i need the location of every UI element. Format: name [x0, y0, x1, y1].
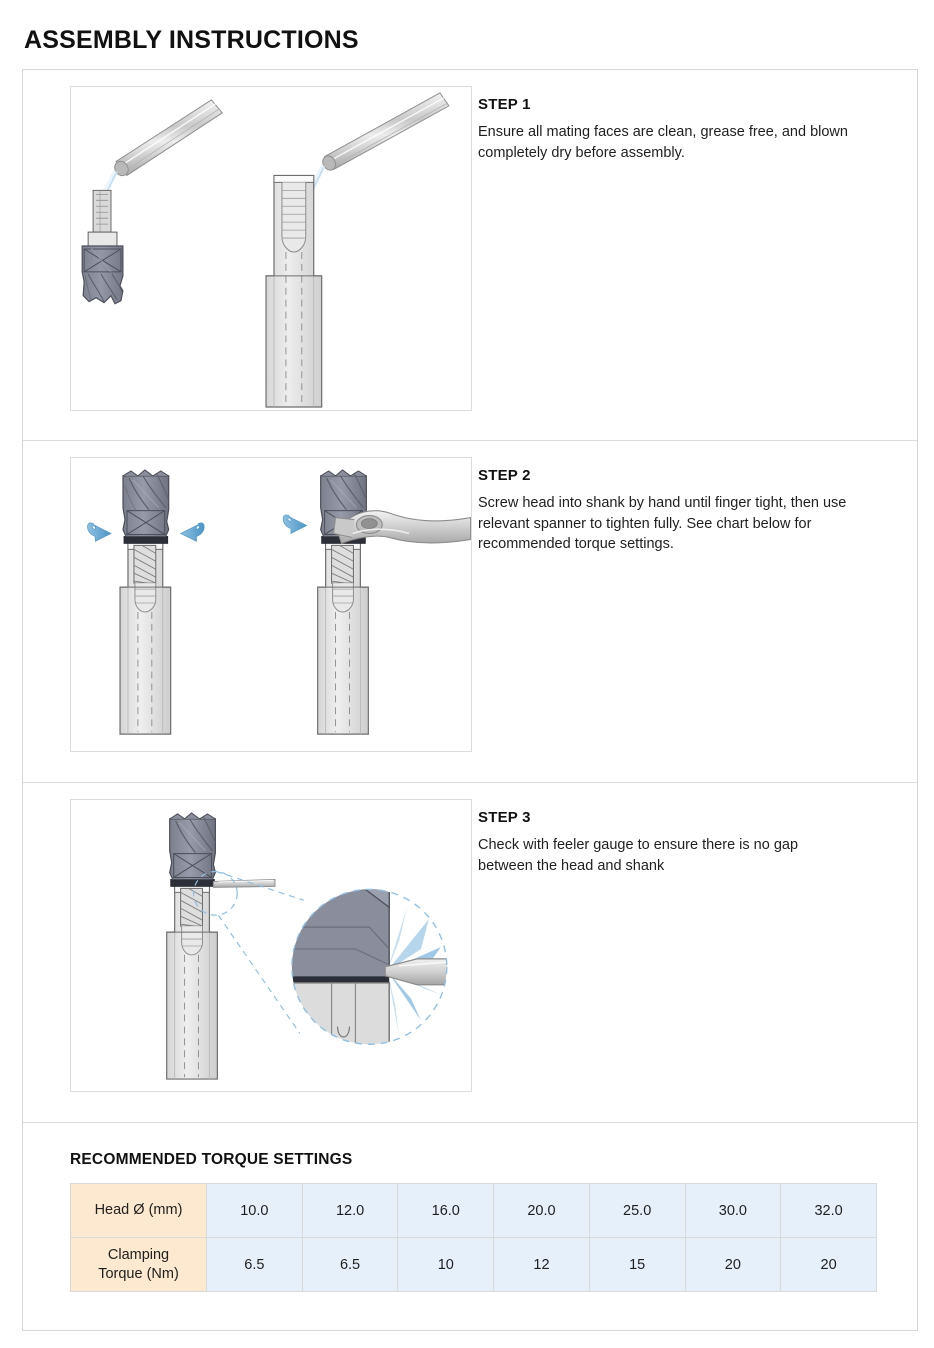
torque-settings-table: [70, 1183, 877, 1292]
assembled-tool: [318, 470, 369, 734]
text-cell: [478, 457, 917, 555]
magnified-detail-circle: [284, 889, 453, 1048]
table-cell: 20.0: [494, 1184, 590, 1238]
torque-section-title: RECOMMENDED TORQUE SETTINGS: [70, 1151, 353, 1168]
step-body: Screw head into shank by hand until finger tight, then use relevant spanner to tighten fully. See chart below for recommended torque settings.: [478, 495, 847, 553]
step-heading: STEP 2: [478, 467, 531, 484]
table-cell: 6.5: [302, 1238, 398, 1292]
cutter-head: [82, 190, 123, 303]
table-cell: 25.0: [589, 1184, 685, 1238]
air-blast-nozzle: [112, 100, 222, 178]
spanner-wrench: [334, 511, 471, 544]
table-cell: 30.0: [685, 1184, 781, 1238]
torque-settings-section: [23, 1123, 917, 1292]
row-header-head-diameter: Head Ø (mm): [71, 1184, 207, 1238]
step-row: [23, 70, 917, 441]
row-header-line-2: Torque (Nm): [98, 1265, 179, 1282]
table-cell: 32.0: [781, 1184, 877, 1238]
feeler-gauge-check-figure: [70, 799, 472, 1092]
tool-shank: [266, 175, 322, 407]
table-cell: 10: [398, 1238, 494, 1292]
step-heading: STEP 1: [478, 96, 531, 113]
step-row: [23, 441, 917, 783]
table-row: [71, 1184, 877, 1238]
table-cell: 20: [685, 1238, 781, 1292]
assembled-tool: [167, 813, 218, 1079]
table-cell: 15: [589, 1238, 685, 1292]
step-body: Ensure all mating faces are clean, grease free, and blown completely dry before assembly.: [478, 124, 848, 161]
table-cell: 12: [494, 1238, 590, 1292]
air-blast-nozzle: [320, 93, 449, 172]
page-title: ASSEMBLY INSTRUCTIONS: [24, 26, 359, 54]
rotation-arrow: [283, 515, 307, 534]
table-cell: 6.5: [207, 1238, 303, 1292]
text-cell: [478, 799, 917, 876]
step-body: Check with feeler gauge to ensure there is no gap between the head and shank: [478, 837, 799, 874]
figure-cell: [23, 86, 478, 411]
table-cell: 10.0: [207, 1184, 303, 1238]
table-row: [71, 1238, 877, 1292]
row-header-line-1: Clamping: [107, 1247, 170, 1264]
table-cell: 12.0: [302, 1184, 398, 1238]
figure-cell: [23, 799, 478, 1092]
step-heading: STEP 3: [478, 809, 531, 826]
table-cell: 20: [781, 1238, 877, 1292]
figure-cell: [23, 457, 478, 752]
table-cell: 16.0: [398, 1184, 494, 1238]
row-header-clamping-torque: [71, 1238, 207, 1292]
air-blast-cleaning-figure: [70, 86, 472, 411]
assembled-tool: [120, 470, 171, 734]
screw-and-torque-figure: [70, 457, 472, 752]
step-row: [23, 783, 917, 1123]
instructions-frame: [22, 69, 918, 1331]
feeler-gauge: [213, 879, 275, 887]
text-cell: [478, 86, 917, 163]
